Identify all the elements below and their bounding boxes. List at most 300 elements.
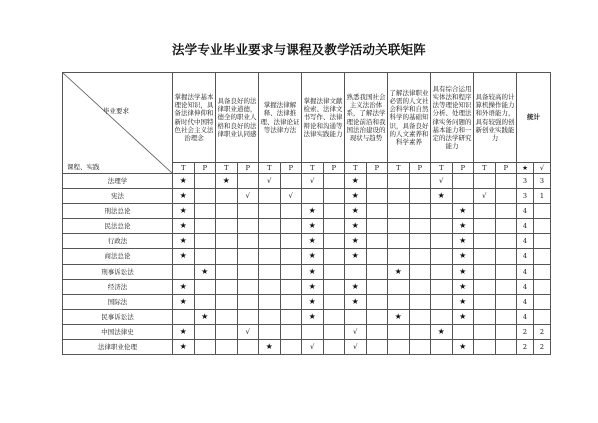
matrix-cell <box>323 219 345 234</box>
teaching-subheader: T <box>431 163 453 174</box>
matrix-cell <box>216 204 238 219</box>
matrix-cell <box>302 249 324 264</box>
course-row <box>63 219 551 234</box>
matrix-cell <box>216 264 238 279</box>
matrix-cell <box>431 249 453 264</box>
matrix-cell <box>345 340 367 355</box>
star-mark: ★ <box>308 311 316 321</box>
matrix-cell <box>323 340 345 355</box>
matrix-cell <box>345 264 367 279</box>
matrix-cell <box>216 294 238 309</box>
matrix-cell <box>345 309 367 324</box>
matrix-cell <box>280 234 302 249</box>
star-mark: ★ <box>179 206 187 216</box>
course-row <box>63 309 551 324</box>
matrix-cell <box>366 309 388 324</box>
matrix-cell <box>495 340 517 355</box>
matrix-cell <box>431 174 453 189</box>
matrix-cell <box>302 234 324 249</box>
matrix-cell <box>259 264 281 279</box>
matrix-cell <box>302 264 324 279</box>
requirement-header: 具备较高的计算机操作能力和外语能力，具有较强的创新创业实践能力 <box>474 73 517 163</box>
matrix-cell <box>280 174 302 189</box>
matrix-cell <box>237 309 259 324</box>
matrix-cell <box>388 324 410 339</box>
star-mark: ★ <box>201 311 209 321</box>
matrix-cell <box>323 309 345 324</box>
matrix-cell <box>194 204 216 219</box>
star-count: 4 <box>517 204 534 219</box>
star-mark: ★ <box>459 341 467 351</box>
matrix-cell <box>388 189 410 204</box>
course-name: 民事诉讼法 <box>63 309 173 324</box>
matrix-cell <box>474 309 496 324</box>
matrix-cell <box>366 264 388 279</box>
matrix-cell <box>388 174 410 189</box>
matrix-cell <box>280 249 302 264</box>
star-mark: ★ <box>459 281 467 291</box>
matrix-cell <box>388 204 410 219</box>
matrix-cell <box>452 219 474 234</box>
star-count: 4 <box>517 294 534 309</box>
matrix-cell <box>366 279 388 294</box>
matrix-cell <box>431 204 453 219</box>
matrix-cell <box>431 324 453 339</box>
matrix-cell <box>194 340 216 355</box>
matrix-cell <box>323 174 345 189</box>
matrix-cell <box>237 204 259 219</box>
matrix-cell <box>194 189 216 204</box>
requirement-header: 掌握法律文献检索、法律文书写作、法律辩论和沟通等法律实践能力 <box>302 73 345 163</box>
matrix-cell <box>173 189 195 204</box>
check-mark: √ <box>245 327 250 336</box>
matrix-cell <box>431 309 453 324</box>
matrix-cell <box>409 309 431 324</box>
corner-requirement-label: 毕业要求 <box>103 107 129 115</box>
matrix-cell <box>366 204 388 219</box>
matrix-cell <box>452 309 474 324</box>
matrix-cell <box>216 234 238 249</box>
matrix-cell <box>452 324 474 339</box>
matrix-cell <box>388 340 410 355</box>
star-mark: ★ <box>179 341 187 351</box>
matrix-cell <box>431 340 453 355</box>
matrix-cell <box>323 204 345 219</box>
course-name: 刑事诉讼法 <box>63 264 173 279</box>
star-mark: ★ <box>308 296 316 306</box>
matrix-cell <box>237 279 259 294</box>
matrix-cell <box>259 219 281 234</box>
star-count: 4 <box>517 219 534 234</box>
matrix-cell <box>345 189 367 204</box>
star-mark: ★ <box>351 206 359 216</box>
star-mark: ★ <box>222 175 230 185</box>
teaching-subheader: T <box>216 163 238 174</box>
star-mark: ★ <box>459 221 467 231</box>
matrix-cell <box>366 324 388 339</box>
matrix-cell <box>237 189 259 204</box>
matrix-cell <box>452 340 474 355</box>
matrix-cell <box>237 219 259 234</box>
course-name: 法律职业伦理 <box>63 340 173 355</box>
matrix-cell <box>237 324 259 339</box>
course-row <box>63 174 551 189</box>
matrix-cell <box>409 249 431 264</box>
matrix-cell <box>345 204 367 219</box>
check-count: 1 <box>534 189 551 204</box>
matrix-cell <box>280 279 302 294</box>
matrix-cell <box>409 234 431 249</box>
teaching-subheader: T <box>173 163 195 174</box>
course-name: 商法总论 <box>63 249 173 264</box>
matrix-cell <box>388 309 410 324</box>
course-name: 国际法 <box>63 294 173 309</box>
matrix-cell <box>259 309 281 324</box>
matrix-cell <box>345 234 367 249</box>
course-rows <box>63 174 551 355</box>
matrix-cell <box>237 264 259 279</box>
matrix-cell <box>474 249 496 264</box>
matrix-cell <box>366 249 388 264</box>
matrix-cell <box>302 309 324 324</box>
star-count: 4 <box>517 249 534 264</box>
matrix-cell <box>323 234 345 249</box>
matrix-cell <box>452 234 474 249</box>
matrix-cell <box>495 324 517 339</box>
course-row <box>63 234 551 249</box>
matrix-cell <box>302 324 324 339</box>
matrix-cell <box>431 279 453 294</box>
matrix-cell <box>366 294 388 309</box>
matrix-cell <box>388 264 410 279</box>
matrix-cell <box>259 249 281 264</box>
matrix-cell <box>259 189 281 204</box>
matrix-cell <box>259 204 281 219</box>
course-row <box>63 279 551 294</box>
star-mark: ★ <box>179 296 187 306</box>
requirement-header: 掌握法学基本理论知识，具备法律伸仰和新时代中国特色社会主义法治理念 <box>173 73 216 163</box>
matrix-cell <box>280 309 302 324</box>
requirement-header: 掌握法律解释、法律推理、法律论证等法律方法 <box>259 73 302 163</box>
star-count: 3 <box>517 174 534 189</box>
course-row <box>63 264 551 279</box>
matrix-cell <box>237 249 259 264</box>
check-count <box>534 309 551 324</box>
matrix-cell <box>474 174 496 189</box>
star-mark: ★ <box>308 236 316 246</box>
check-mark: √ <box>353 342 358 351</box>
star-mark: ★ <box>459 311 467 321</box>
star-mark: ★ <box>437 326 445 336</box>
star-count: 3 <box>517 189 534 204</box>
matrix-cell <box>409 279 431 294</box>
star-mark: ★ <box>351 236 359 246</box>
matrix-cell <box>495 234 517 249</box>
check-mark: √ <box>353 327 358 336</box>
course-row <box>63 189 551 204</box>
matrix-cell <box>388 279 410 294</box>
matrix-cell <box>216 279 238 294</box>
matrix-cell <box>474 279 496 294</box>
star-mark: ★ <box>459 206 467 216</box>
matrix-cell <box>173 279 195 294</box>
matrix-cell <box>302 174 324 189</box>
check-mark: √ <box>267 176 272 185</box>
matrix-cell <box>474 340 496 355</box>
check-count <box>534 279 551 294</box>
matrix-cell <box>173 264 195 279</box>
matrix-cell <box>323 189 345 204</box>
star-count: 2 <box>517 324 534 339</box>
matrix-cell <box>366 219 388 234</box>
matrix-cell <box>237 340 259 355</box>
matrix-cell <box>345 219 367 234</box>
teaching-subheader: T <box>259 163 281 174</box>
course-name: 宪法 <box>63 189 173 204</box>
matrix-cell <box>409 219 431 234</box>
matrix-cell <box>323 294 345 309</box>
matrix-cell <box>388 234 410 249</box>
matrix-cell <box>173 294 195 309</box>
check-count <box>534 294 551 309</box>
teaching-subheader: T <box>474 163 496 174</box>
matrix-cell <box>474 294 496 309</box>
requirements-matrix-table <box>62 72 551 355</box>
matrix-cell <box>194 294 216 309</box>
total-header: 统计 <box>517 73 551 163</box>
star-count: 4 <box>517 309 534 324</box>
check-mark: √ <box>439 176 444 185</box>
star-mark: ★ <box>459 236 467 246</box>
matrix-cell <box>495 189 517 204</box>
matrix-cell <box>194 234 216 249</box>
total-check-subheader: √ <box>534 163 551 174</box>
matrix-cell <box>237 234 259 249</box>
matrix-cell <box>366 340 388 355</box>
matrix-cell <box>388 294 410 309</box>
matrix-cell <box>173 174 195 189</box>
course-row <box>63 204 551 219</box>
matrix-cell <box>388 219 410 234</box>
matrix-cell <box>237 294 259 309</box>
matrix-cell <box>323 279 345 294</box>
star-mark: ★ <box>179 326 187 336</box>
matrix-cell <box>280 294 302 309</box>
matrix-cell <box>302 204 324 219</box>
matrix-cell <box>280 264 302 279</box>
practice-subheader: P <box>237 163 259 174</box>
matrix-cell <box>173 309 195 324</box>
matrix-cell <box>452 174 474 189</box>
matrix-cell <box>259 340 281 355</box>
matrix-cell <box>409 294 431 309</box>
matrix-cell <box>194 174 216 189</box>
matrix-cell <box>216 174 238 189</box>
matrix-cell <box>194 264 216 279</box>
diagonal-divider <box>63 73 172 173</box>
matrix-cell <box>452 204 474 219</box>
check-mark: √ <box>482 192 487 201</box>
requirement-header: 具备良好的法律职业道德，德全的职业人格和良好的法律职业认同感 <box>216 73 259 163</box>
matrix-cell <box>474 234 496 249</box>
matrix-cell <box>302 189 324 204</box>
matrix-cell <box>302 340 324 355</box>
matrix-cell <box>474 219 496 234</box>
matrix-cell <box>474 204 496 219</box>
matrix-cell <box>173 340 195 355</box>
matrix-cell <box>366 189 388 204</box>
star-mark: ★ <box>179 281 187 291</box>
matrix-cell <box>280 340 302 355</box>
star-mark: ★ <box>308 206 316 216</box>
star-mark: ★ <box>351 221 359 231</box>
corner-cell <box>63 73 173 174</box>
matrix-cell <box>194 279 216 294</box>
check-count <box>534 204 551 219</box>
matrix-cell <box>409 340 431 355</box>
total-star-subheader: ★ <box>517 163 534 174</box>
matrix-cell <box>431 264 453 279</box>
star-mark: ★ <box>179 191 187 201</box>
practice-subheader: P <box>452 163 474 174</box>
matrix-cell <box>452 294 474 309</box>
check-count: 3 <box>534 174 551 189</box>
matrix-cell <box>495 294 517 309</box>
matrix-cell <box>452 189 474 204</box>
course-name: 经济法 <box>63 279 173 294</box>
matrix-cell <box>495 249 517 264</box>
matrix-cell <box>345 324 367 339</box>
star-mark: ★ <box>459 251 467 261</box>
matrix-cell <box>323 249 345 264</box>
matrix-cell <box>345 294 367 309</box>
check-mark: √ <box>245 192 250 201</box>
matrix-cell <box>302 279 324 294</box>
requirement-header: 了解法律职业必需的人文社会科学和自然科学的基础知识，具备良好的人文素养和科学素养 <box>388 73 431 163</box>
matrix-cell <box>495 174 517 189</box>
matrix-cell <box>216 340 238 355</box>
course-name: 法理学 <box>63 174 173 189</box>
star-mark: ★ <box>179 175 187 185</box>
check-mark: √ <box>288 192 293 201</box>
matrix-cell <box>409 204 431 219</box>
header-row <box>63 73 551 163</box>
star-mark: ★ <box>351 251 359 261</box>
teaching-subheader: T <box>302 163 324 174</box>
course-row <box>63 249 551 264</box>
check-mark: √ <box>310 176 315 185</box>
matrix-cell <box>409 174 431 189</box>
star-mark: ★ <box>394 311 402 321</box>
course-name: 刑法总论 <box>63 204 173 219</box>
star-mark: ★ <box>351 281 359 291</box>
star-mark: ★ <box>308 251 316 261</box>
star-mark: ★ <box>437 191 445 201</box>
star-count: 4 <box>517 264 534 279</box>
matrix-cell <box>409 189 431 204</box>
star-mark: ★ <box>459 296 467 306</box>
matrix-cell <box>452 249 474 264</box>
practice-subheader: P <box>323 163 345 174</box>
page-title: 法学专业毕业要求与课程及教学活动关联矩阵 <box>171 42 426 57</box>
check-count: 2 <box>534 324 551 339</box>
course-row <box>63 340 551 355</box>
matrix-cell <box>216 324 238 339</box>
star-mark: ★ <box>459 266 467 276</box>
star-mark: ★ <box>351 191 359 201</box>
star-mark: ★ <box>179 236 187 246</box>
matrix-cell <box>280 189 302 204</box>
matrix-cell <box>323 264 345 279</box>
course-name: 行政法 <box>63 234 173 249</box>
matrix-cell <box>431 234 453 249</box>
matrix-cell <box>259 174 281 189</box>
star-mark: ★ <box>351 175 359 185</box>
matrix-cell <box>280 219 302 234</box>
matrix-cell <box>474 189 496 204</box>
matrix-cell <box>237 174 259 189</box>
course-row <box>63 324 551 339</box>
matrix-cell <box>495 279 517 294</box>
star-mark: ★ <box>394 266 402 276</box>
matrix-cell <box>194 219 216 234</box>
matrix-cell <box>495 219 517 234</box>
matrix-cell <box>194 249 216 264</box>
matrix-cell <box>409 324 431 339</box>
matrix-cell <box>366 234 388 249</box>
matrix-cell <box>366 174 388 189</box>
star-mark: ★ <box>265 341 273 351</box>
matrix-cell <box>302 219 324 234</box>
check-count <box>534 249 551 264</box>
check-count <box>534 264 551 279</box>
course-name: 民法总论 <box>63 219 173 234</box>
course-name: 中国法律史 <box>63 324 173 339</box>
matrix-cell <box>474 324 496 339</box>
matrix-cell <box>431 189 453 204</box>
star-count: 4 <box>517 234 534 249</box>
matrix-cell <box>173 324 195 339</box>
requirement-header: 熟悉我国社会主义法治体系，了解法学理论前沿和我国法治建设的现状与趋势 <box>345 73 388 163</box>
star-count: 2 <box>517 340 534 355</box>
star-mark: ★ <box>308 221 316 231</box>
matrix-cell <box>474 264 496 279</box>
matrix-cell <box>173 234 195 249</box>
practice-subheader: P <box>366 163 388 174</box>
practice-subheader: P <box>194 163 216 174</box>
star-count: 4 <box>517 279 534 294</box>
requirement-header: 具有综合运用实体法和程序法等理论知识分析、处理法律实务问题的基本能力和一定的法学研究能力 <box>431 73 474 163</box>
matrix-cell <box>259 294 281 309</box>
matrix-cell <box>409 264 431 279</box>
star-mark: ★ <box>201 266 209 276</box>
matrix-cell <box>194 309 216 324</box>
matrix-cell <box>259 234 281 249</box>
matrix-cell <box>173 219 195 234</box>
matrix-cell <box>173 249 195 264</box>
course-row <box>63 294 551 309</box>
star-mark: ★ <box>308 281 316 291</box>
matrix-cell <box>280 324 302 339</box>
matrix-cell <box>216 219 238 234</box>
matrix-cell <box>345 174 367 189</box>
practice-subheader: P <box>409 163 431 174</box>
matrix-cell <box>173 204 195 219</box>
matrix-cell <box>431 294 453 309</box>
matrix-cell <box>452 264 474 279</box>
matrix-cell <box>302 294 324 309</box>
matrix-cell <box>495 204 517 219</box>
